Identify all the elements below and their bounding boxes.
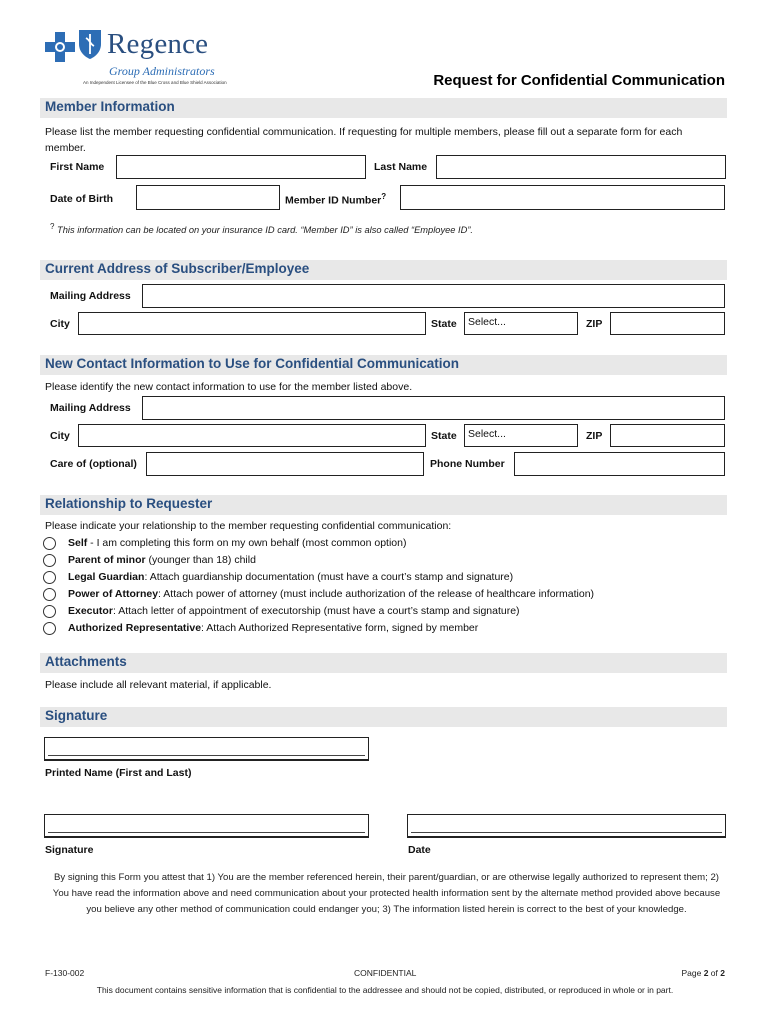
form-title: Request for Confidential Communication bbox=[433, 72, 725, 89]
last-name-input[interactable] bbox=[436, 155, 726, 179]
confidential-label: CONFIDENTIAL bbox=[354, 968, 417, 978]
new-city-input[interactable] bbox=[78, 424, 426, 447]
option-parent-label: Parent of minor (younger than 18) child bbox=[68, 554, 256, 566]
footnote-marker: ? bbox=[381, 192, 387, 201]
confidential-notice: This document contains sensitive information that is confidential to the addressee and should not be copied, distributed, or reproduced in whole or in part. bbox=[96, 985, 674, 995]
printed-name-input[interactable] bbox=[44, 737, 369, 761]
last-name-label: Last Name bbox=[374, 161, 428, 173]
form-number: F-130-002 bbox=[45, 968, 85, 978]
section-heading: New Contact Information to Use for Confidential Communication bbox=[45, 356, 460, 371]
care-of-input[interactable] bbox=[146, 452, 424, 476]
date-label: Date bbox=[408, 844, 431, 856]
option-authorized-rep-label: Authorized Representative: Attach Authorized Representative form, signed by member bbox=[68, 622, 479, 634]
blue-cross-icon bbox=[45, 32, 75, 62]
blue-shield-icon bbox=[77, 28, 103, 60]
section-signature bbox=[40, 707, 727, 727]
care-of-label: Care of (optional) bbox=[50, 458, 137, 470]
current-city-input[interactable] bbox=[78, 312, 426, 335]
radio-executor[interactable] bbox=[43, 605, 56, 618]
attestation-text: By signing this Form you attest that 1) You are the member referenced herein, their parent/guardian, or are otherwise legally authorized to represent them; 2) You have read the information above and need communication about your protected health information sent by the alternate method provided above because you believe any other method of communication could endanger you; 3) The information listed herein is correct to the best of your knowledge. bbox=[52, 872, 721, 915]
section-current-address bbox=[40, 260, 727, 280]
regence-logo bbox=[45, 28, 265, 88]
brand-name: Regence bbox=[107, 28, 209, 60]
section-heading: Signature bbox=[45, 708, 108, 723]
radio-power-of-attorney[interactable] bbox=[43, 588, 56, 601]
member-id-footnote: ? This information can be located on your insurance ID card. “Member ID” is also called “Employee ID”. bbox=[50, 222, 473, 236]
date-input[interactable] bbox=[407, 814, 726, 838]
option-executor-label: Executor: Attach letter of appointment of executorship (must have a court’s stamp and signature) bbox=[68, 605, 520, 617]
phone-input[interactable] bbox=[514, 452, 725, 476]
section-relationship bbox=[40, 495, 727, 515]
first-name-label: First Name bbox=[50, 161, 105, 173]
section-member-information bbox=[40, 98, 727, 118]
member-instructions: Please list the member requesting confidential communication. If requesting for multiple members, please fill out a separate form for each member. bbox=[45, 126, 683, 154]
page-indicator: Page 2 of 2 bbox=[681, 968, 725, 978]
member-id-input[interactable] bbox=[400, 185, 725, 210]
section-heading: Current Address of Subscriber/Employee bbox=[45, 261, 310, 276]
dob-input[interactable] bbox=[136, 185, 280, 210]
city-label: City bbox=[50, 318, 70, 330]
city-label: City bbox=[50, 430, 70, 442]
new-zip-input[interactable] bbox=[610, 424, 725, 447]
signature-input[interactable] bbox=[44, 814, 369, 838]
section-heading: Relationship to Requester bbox=[45, 496, 213, 511]
phone-label: Phone Number bbox=[430, 458, 505, 470]
option-self-label: Self - I am completing this form on my own behalf (most common option) bbox=[68, 537, 407, 549]
attachments-instructions: Please include all relevant material, if applicable. bbox=[45, 679, 272, 691]
first-name-input[interactable] bbox=[116, 155, 366, 179]
radio-authorized-representative[interactable] bbox=[43, 622, 56, 635]
new-mailing-address-input[interactable] bbox=[142, 396, 725, 420]
section-new-contact bbox=[40, 355, 727, 375]
signature-label: Signature bbox=[45, 844, 94, 856]
relationship-instructions: Please indicate your relationship to the member requesting confidential communication: bbox=[45, 520, 452, 532]
radio-self[interactable] bbox=[43, 537, 56, 550]
section-attachments bbox=[40, 653, 727, 673]
section-heading: Member Information bbox=[45, 99, 175, 114]
state-label: State bbox=[431, 430, 457, 442]
radio-legal-guardian[interactable] bbox=[43, 571, 56, 584]
new-state-select[interactable]: Select... bbox=[464, 424, 578, 447]
mailing-address-label: Mailing Address bbox=[50, 402, 131, 414]
printed-name-label: Printed Name (First and Last) bbox=[45, 767, 192, 779]
section-heading: Attachments bbox=[45, 654, 127, 669]
current-zip-input[interactable] bbox=[610, 312, 725, 335]
option-guardian-label: Legal Guardian: Attach guardianship documentation (must have a court’s stamp and signature) bbox=[68, 571, 514, 583]
option-poa-label: Power of Attorney: Attach power of attorney (must include authorization of the release of healthcare information) bbox=[68, 588, 595, 600]
mailing-address-label: Mailing Address bbox=[50, 290, 131, 302]
current-mailing-address-input[interactable] bbox=[142, 284, 725, 308]
state-label: State bbox=[431, 318, 457, 330]
tagline: An Independent Licensee of the Blue Cross and Blue Shield Association bbox=[83, 80, 227, 85]
zip-label: ZIP bbox=[586, 430, 603, 442]
current-state-select[interactable]: Select... bbox=[464, 312, 578, 335]
zip-label: ZIP bbox=[586, 318, 603, 330]
member-id-label: Member ID Number? bbox=[285, 192, 387, 207]
new-contact-instructions: Please identify the new contact information to use for the member listed above. bbox=[45, 381, 413, 393]
sub-brand: Group Administrators bbox=[109, 64, 215, 78]
radio-parent-of-minor[interactable] bbox=[43, 554, 56, 567]
dob-label: Date of Birth bbox=[50, 193, 113, 205]
